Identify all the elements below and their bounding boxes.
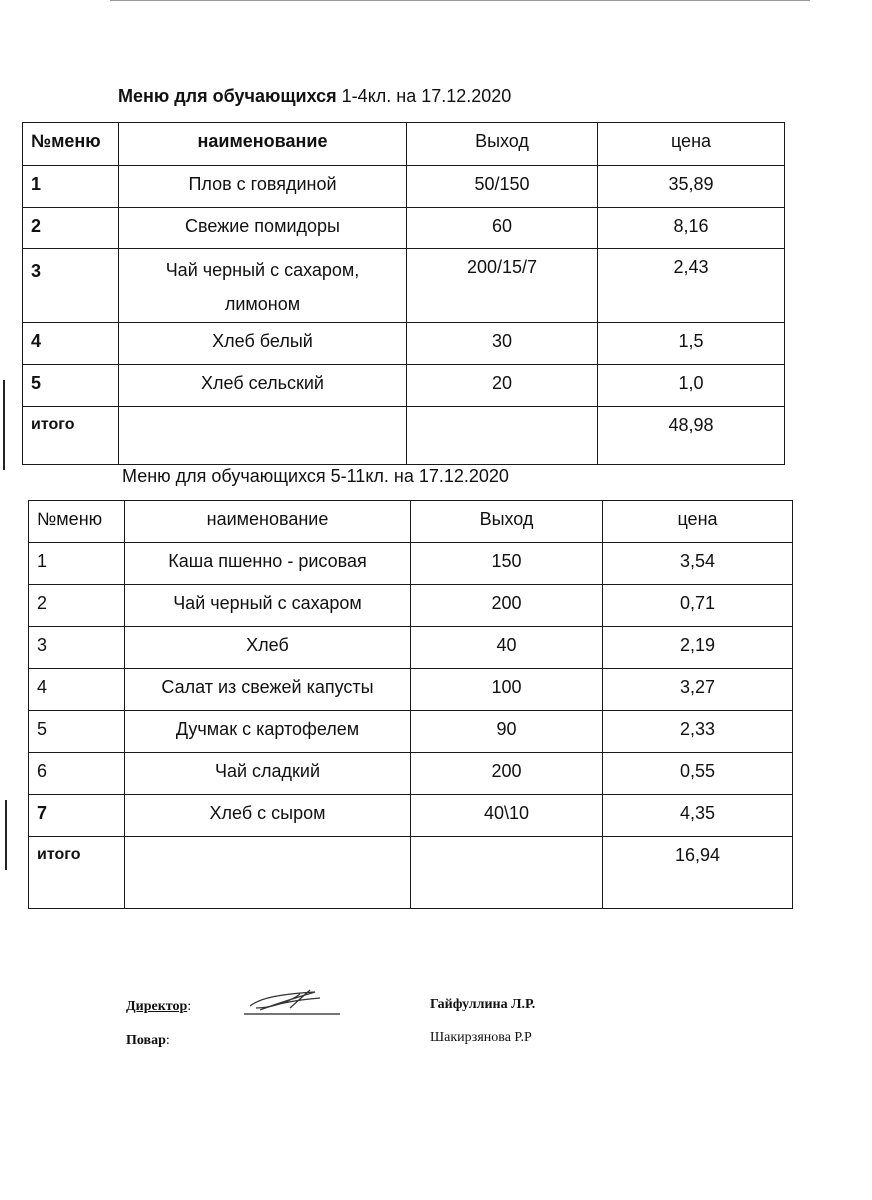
cell-number: 3 <box>29 627 125 669</box>
table-row <box>23 208 785 249</box>
cell-number: 3 <box>23 249 119 323</box>
table-header-row <box>23 123 785 166</box>
cell-output: 200/15/7 <box>407 249 598 323</box>
total-price: 48,98 <box>598 407 785 465</box>
total-empty-name <box>125 837 411 909</box>
table-row <box>29 711 793 753</box>
cell-output: 30 <box>407 323 598 365</box>
cook-name: Шакирзянова Р.Р <box>430 1030 532 1045</box>
cell-name: Салат из свежей капусты <box>125 669 411 711</box>
table-row <box>29 543 793 585</box>
header-output: Выход <box>411 501 603 543</box>
total-empty-output <box>407 407 598 465</box>
cell-price: 3,27 <box>603 669 793 711</box>
header-name: наименование <box>125 501 411 543</box>
cell-number: 4 <box>23 323 119 365</box>
table-row <box>29 627 793 669</box>
cook-label-wrap <box>126 1033 170 1049</box>
cell-name: Чай черный с сахаром <box>125 585 411 627</box>
table-row <box>29 753 793 795</box>
director-name: Гайфуллина Л.Р. <box>430 997 536 1012</box>
cell-price: 0,71 <box>603 585 793 627</box>
cook-colon: : <box>165 1033 170 1048</box>
cell-number: 1 <box>23 166 119 208</box>
table-row <box>23 249 785 323</box>
cell-price: 4,35 <box>603 795 793 837</box>
total-empty-output <box>411 837 603 909</box>
menu-table-grades-1-4 <box>22 122 785 465</box>
cell-number: 2 <box>23 208 119 249</box>
director-colon: : <box>187 999 192 1014</box>
cell-name: Чай черный с сахаром, лимоном <box>119 249 407 323</box>
header-price: цена <box>598 123 785 166</box>
scan-edge-left-1 <box>3 380 5 470</box>
table-total-row <box>23 407 785 465</box>
cell-price: 2,33 <box>603 711 793 753</box>
total-label: итого <box>29 837 125 909</box>
cell-price: 0,55 <box>603 753 793 795</box>
director-signature <box>240 984 350 1020</box>
header-output: Выход <box>407 123 598 166</box>
cell-output: 200 <box>411 585 603 627</box>
table2-title: Меню для обучающихся 5-11кл. на 17.12.2020 <box>122 466 509 486</box>
cell-name: Дучмак с картофелем <box>125 711 411 753</box>
cell-price: 35,89 <box>598 166 785 208</box>
cell-output: 200 <box>411 753 603 795</box>
cell-name: Хлеб <box>125 627 411 669</box>
cell-number: 6 <box>29 753 125 795</box>
table-total-row <box>29 837 793 909</box>
scan-edge-top <box>110 0 810 1</box>
table-header-row <box>29 501 793 543</box>
cell-name: Чай сладкий <box>125 753 411 795</box>
cell-name: Свежие помидоры <box>119 208 407 249</box>
cell-output: 60 <box>407 208 598 249</box>
cell-number: 2 <box>29 585 125 627</box>
cell-name: Хлеб с сыром <box>125 795 411 837</box>
cell-number: 5 <box>29 711 125 753</box>
cell-output: 100 <box>411 669 603 711</box>
header-name: наименование <box>119 123 407 166</box>
cell-name: Плов с говядиной <box>119 166 407 208</box>
cell-output: 40\10 <box>411 795 603 837</box>
table1-title <box>118 86 511 107</box>
total-price: 16,94 <box>603 837 793 909</box>
table-row <box>23 166 785 208</box>
cell-output: 40 <box>411 627 603 669</box>
cell-price: 2,43 <box>598 249 785 323</box>
table-row <box>29 795 793 837</box>
table-row <box>29 585 793 627</box>
header-menu-number: №меню <box>29 501 125 543</box>
cell-price: 1,0 <box>598 365 785 407</box>
cook-label: Повар <box>126 1033 166 1048</box>
table-row <box>29 669 793 711</box>
cell-price: 1,5 <box>598 323 785 365</box>
header-price: цена <box>603 501 793 543</box>
header-menu-number: №меню <box>23 123 119 166</box>
table-row <box>23 365 785 407</box>
cell-price: 8,16 <box>598 208 785 249</box>
table1-title-bold: Меню для обучающихся <box>118 86 342 106</box>
table-row <box>23 323 785 365</box>
cell-output: 90 <box>411 711 603 753</box>
cell-price: 2,19 <box>603 627 793 669</box>
cell-number: 1 <box>29 543 125 585</box>
director-label-wrap <box>126 999 191 1015</box>
cell-name: Хлеб сельский <box>119 365 407 407</box>
total-empty-name <box>119 407 407 465</box>
cell-number: 7 <box>29 795 125 837</box>
cell-output: 50/150 <box>407 166 598 208</box>
cell-name: Каша пшенно - рисовая <box>125 543 411 585</box>
cell-name: Хлеб белый <box>119 323 407 365</box>
cell-price: 3,54 <box>603 543 793 585</box>
cell-number: 5 <box>23 365 119 407</box>
scan-edge-left-2 <box>5 800 7 870</box>
cell-number: 4 <box>29 669 125 711</box>
director-label: Директор <box>126 999 188 1014</box>
cell-output: 20 <box>407 365 598 407</box>
cell-output: 150 <box>411 543 603 585</box>
menu-table-grades-5-11 <box>28 500 793 909</box>
table1-title-rest: 1-4кл. на 17.12.2020 <box>341 86 512 106</box>
total-label: итого <box>23 407 119 465</box>
